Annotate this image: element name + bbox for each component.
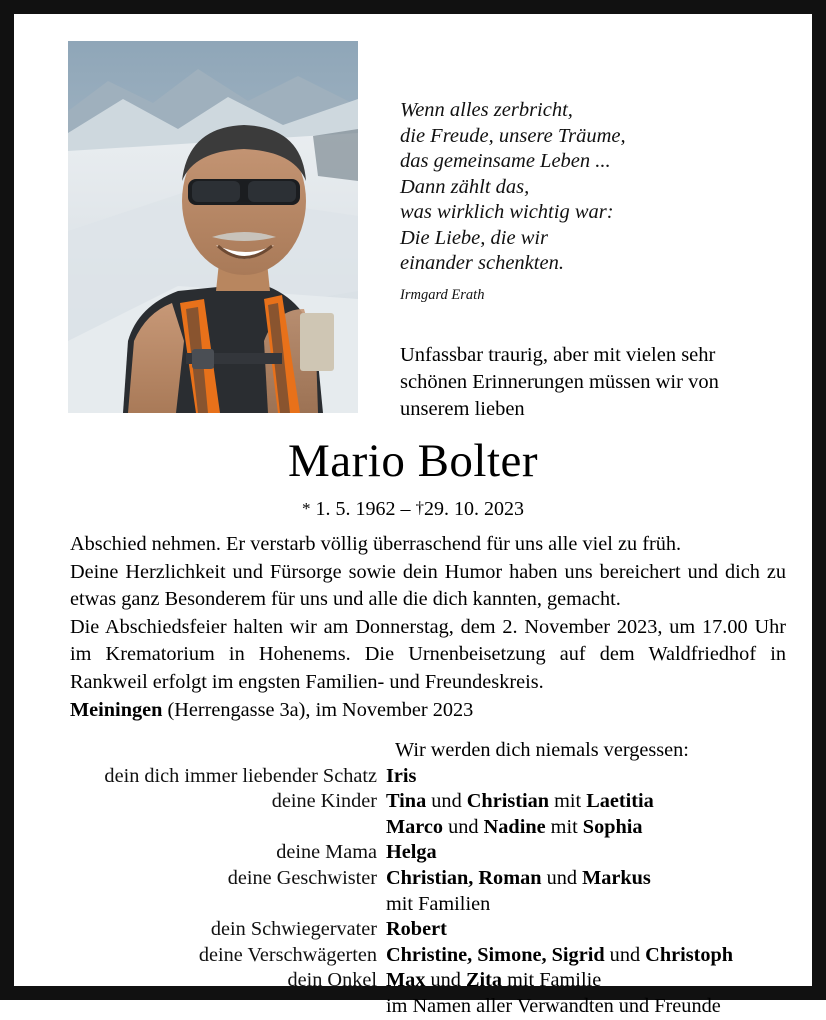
mourner-row [66,789,792,815]
date-separator: – [400,498,411,520]
birth-date: 1. 5. 1962 [315,498,396,520]
mourner-names: Marco und Nadine mit Sophia [386,815,643,838]
mourner-relation: deine Mama [276,841,377,864]
mourner-row [66,968,792,994]
body-paragraph-2: Deine Herzlichkeit und Fürsorge sowie dein Humor haben uns bereichert und dich zu etwas ganz Besonderem für uns und alle die dich kannten, gemacht. [70,560,786,610]
death-date: 29. 10. 2023 [424,498,524,520]
poem [400,98,780,304]
mourner-row [66,866,792,892]
mourner-relation: deine Geschwister [227,866,377,889]
body-paragraph-3: Die Abschiedsfeier halten wir am Donnerstag, dem 2. November 2023, um 17.00 Uhr im Krematorium in Hohenems. Die Urnenbeisetzung auf dem Waldfriedhof in Rankweil erfolgt im engsten Familien- und Freundeskreis. [70,615,786,693]
mourner-relation [66,994,386,1020]
mourner-relation: dein Onkel [287,969,377,992]
intro-text: Unfassbar traurig, aber mit vielen sehr schönen Erinnerungen müssen wir von unserem lieben [400,344,719,420]
birth-symbol: * [302,499,311,518]
portrait-photo-illustration [68,41,358,413]
mourner-names: mit Familien [386,892,491,915]
poem-line-7: einander schenkten. [400,252,564,274]
mourner-names: Helga [386,841,437,864]
mourner-row [66,994,792,1020]
mourner-row [66,943,792,969]
mourner-row [66,840,792,866]
place-town: Meiningen [70,699,163,721]
mourner-row [66,815,792,841]
mourner-names: Christine, Simone, Sigrid und Christoph [386,943,734,966]
place-and-date [70,697,473,724]
mourner-names: Tina und Christian mit Laetitia [386,790,654,813]
poem-line-4: Dann zählt das, [400,175,530,198]
mourner-names: Christian, Roman und Markus [386,866,651,889]
body-paragraph-1: Abschied nehmen. Er verstarb völlig überraschend für uns alle viel zu früh. [70,533,682,555]
poem-line-6: Die Liebe, die wir [400,226,549,249]
mourners-heading: Wir werden dich niemals vergessen: [395,739,689,761]
obituary-card [14,14,812,1017]
death-symbol: † [415,498,424,517]
mourner-relation: deine Kinder [271,790,377,813]
mourner-names: Max und Zita mit Familie [386,969,602,992]
poem-line-2: die Freude, unsere Träume, [400,124,626,147]
mourner-names: Robert [386,918,447,941]
poem-line-3: das gemeinsame Leben ... [400,150,611,172]
mourner-row [66,764,792,790]
mourner-relation [66,892,386,918]
poem-line-5: was wirklich wichtig war: [400,201,614,223]
mourner-relation: dein dich immer liebender Schatz [104,764,377,787]
portrait-photo [68,41,358,413]
mourner-relation: deine Verschwägerten [198,943,377,966]
mourner-row [66,917,792,943]
mourner-relation: dein Schwiegervater [210,918,377,941]
place-rest: (Herrengasse 3a), im November 2023 [162,699,474,721]
body-text [70,531,786,696]
poem-author: Irmgard Erath [400,286,485,303]
mourner-names: im Namen aller Verwandten und Freunde [386,994,721,1017]
poem-line-1: Wenn alles zerbricht, [400,99,573,121]
mourner-names: Iris [386,764,417,787]
life-dates [14,495,812,522]
deceased-name: Mario Bolter [287,435,539,487]
mourner-relation [66,815,386,841]
mourner-row [66,892,792,918]
mourners-block [66,738,792,1020]
